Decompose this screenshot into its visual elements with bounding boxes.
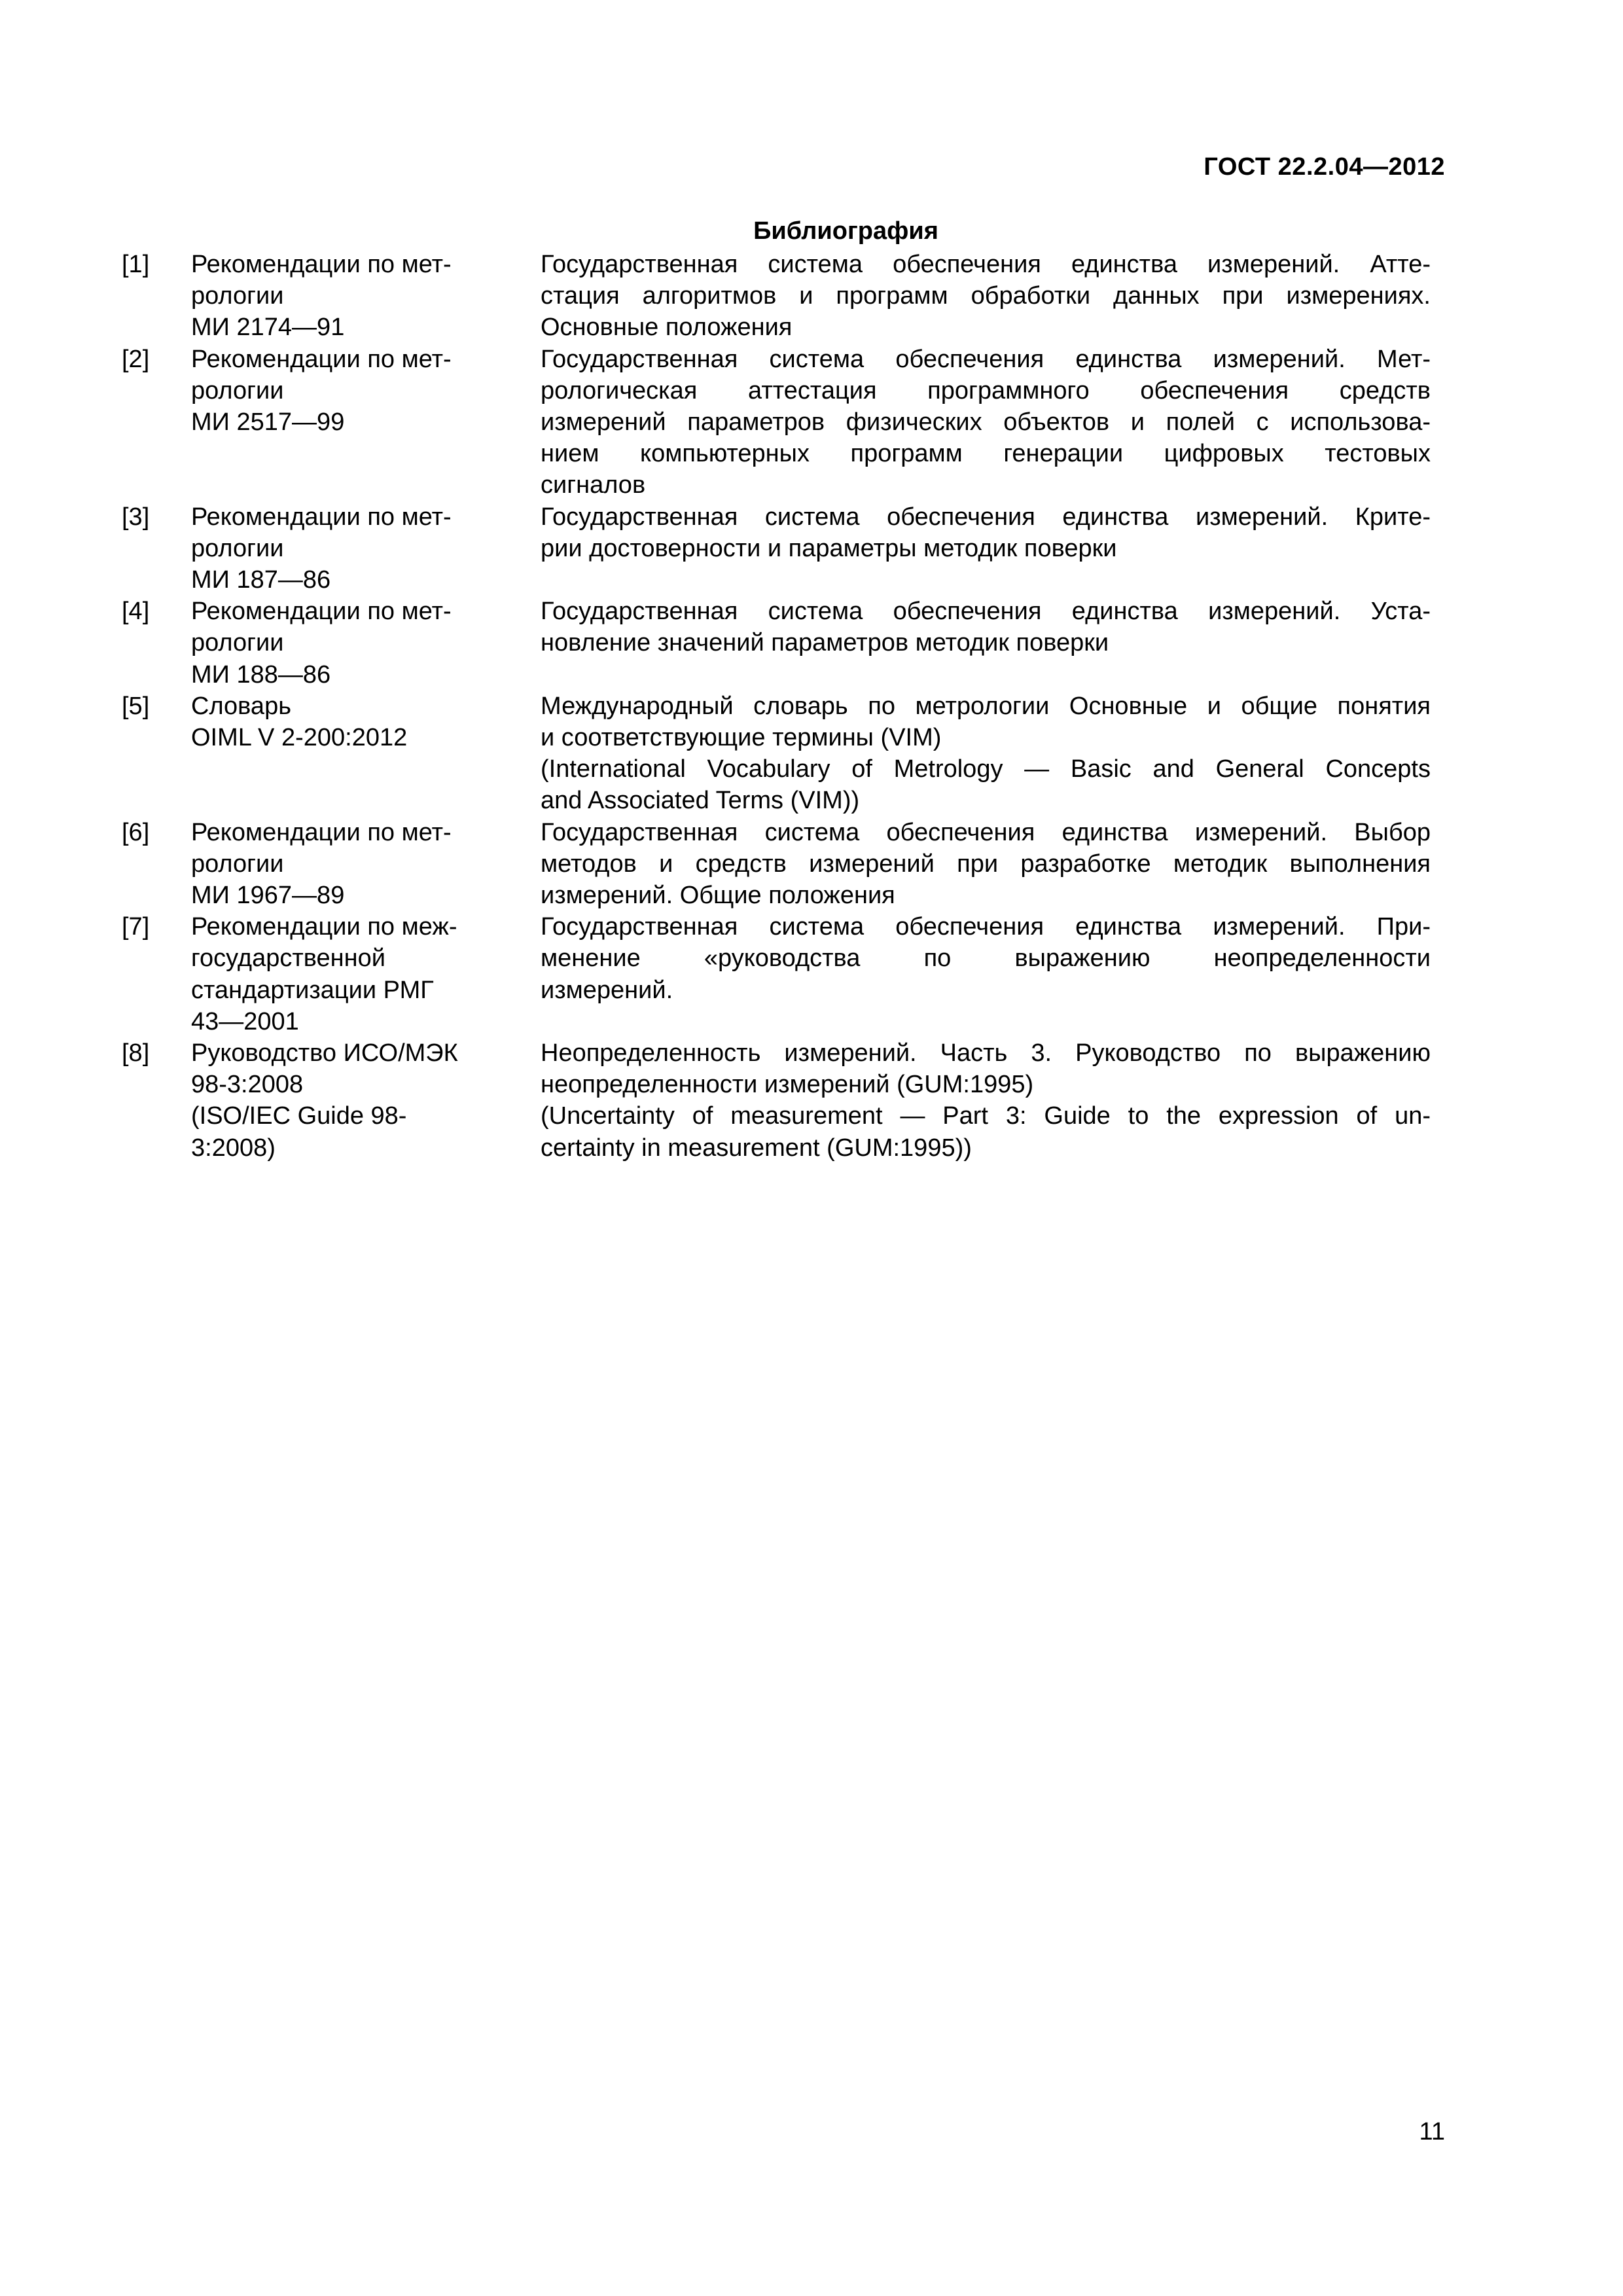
entry-description: [541, 344, 1431, 501]
entry-source-line: Рекомендации по мет-: [191, 818, 452, 846]
entry-description-translation-line: (Uncertainty of measurement — Part 3: Guide to the expression of un-: [541, 1102, 1431, 1130]
entry-description-line: Государственная система обеспечения единства измерений. При-: [541, 913, 1431, 941]
bibliography-list: [122, 249, 1431, 1164]
entry-description-line: Государственная система обеспечения единства измерений. Атте-: [541, 251, 1431, 278]
entry-source-line: 98-3:2008: [191, 1071, 304, 1099]
entry-description-line: Международный словарь по метрологии Основные и общие понятия: [541, 692, 1431, 720]
entry-description: [541, 249, 1431, 344]
entry-description-line: менение «руководства по выражению неопределенности: [541, 944, 1431, 973]
entry-description-line: рии достоверности и параметры методик поверки: [541, 534, 1117, 562]
entry-source-line: государственной: [191, 944, 385, 973]
entry-description-translation-line: (International Vocabulary of Metrology — Basic and General Concepts: [541, 755, 1431, 783]
entry-source-line: рологии: [191, 534, 284, 562]
entry-source-line: Рекомендации по мет-: [191, 345, 452, 373]
entry-source-line: рологии: [191, 376, 284, 404]
bibliography-entry: [122, 1037, 1431, 1164]
entry-number: [1]: [122, 251, 150, 278]
entry-number: [4]: [122, 598, 150, 626]
entry-source-line: стандартизации РМГ: [191, 976, 434, 1004]
entry-source-line: Словарь: [191, 692, 292, 720]
entry-source: [191, 596, 541, 691]
entry-description-line: новление значений параметров методик поверки: [541, 629, 1109, 657]
entry-source-line: МИ 188—86: [191, 660, 331, 689]
entry-number: [3]: [122, 503, 150, 531]
entry-source-line: OIML V 2-200:2012: [191, 724, 408, 752]
entry-description-line: Государственная система обеспечения единства измерений. Уста-: [541, 598, 1431, 626]
entry-source: [191, 344, 541, 439]
bibliography-entry: [122, 596, 1431, 691]
entry-source-line: 43—2001: [191, 1007, 299, 1035]
entry-description-line: неопределенности измерений (GUM:1995): [541, 1071, 1034, 1099]
entry-description-line: Основные положения: [541, 314, 793, 342]
bibliography-entry: [122, 691, 1431, 817]
entry-source-line: 3:2008): [191, 1134, 276, 1162]
bibliography-title: Библиография: [753, 217, 938, 245]
bibliography-entry: [122, 817, 1431, 912]
entry-description: [541, 596, 1431, 658]
entry-source-line: МИ 1967—89: [191, 882, 345, 910]
entry-source-line: Рекомендации по мет-: [191, 251, 452, 278]
entry-description: [541, 1037, 1431, 1164]
bibliography-entry: [122, 344, 1431, 501]
entry-description-translation-line: certainty in measurement (GUM:1995)): [541, 1134, 972, 1162]
document-code: ГОСТ 22.2.04—2012: [1204, 153, 1445, 181]
entry-source-line: Рекомендации по мет-: [191, 503, 452, 531]
entry-source: [191, 1037, 541, 1164]
entry-description-line: измерений. Общие положения: [541, 882, 895, 910]
entry-source: [191, 911, 541, 1037]
entry-description-line: сигналов: [541, 471, 646, 499]
entry-description-translation-line: and Associated Terms (VIM)): [541, 787, 860, 815]
bibliography-entry: [122, 249, 1431, 344]
entry-source: [191, 691, 541, 753]
entry-description-line: нием компьютерных программ генерации цифровых тестовых: [541, 440, 1431, 468]
bibliography-entry: [122, 501, 1431, 596]
entry-source: [191, 501, 541, 596]
entry-description-line: и соответствующие термины (VIM): [541, 724, 942, 752]
entry-description-line: методов и средств измерений при разработке методик выполнения: [541, 850, 1431, 878]
entry-description: [541, 817, 1431, 912]
entry-description-line: рологическая аттестация программного обеспечения средств: [541, 376, 1431, 404]
entry-description-line: Государственная система обеспечения единства измерений. Выбор: [541, 818, 1431, 846]
entry-description-line: стация алгоритмов и программ обработки данных при измерениях.: [541, 282, 1431, 310]
entry-description-line: Государственная система обеспечения единства измерений. Мет-: [541, 345, 1431, 373]
entry-source-line: Руководство ИСО/МЭК: [191, 1039, 458, 1067]
entry-source-line: Рекомендации по мет-: [191, 598, 452, 626]
entry-number: [6]: [122, 818, 150, 846]
page-number: 11: [1419, 2118, 1445, 2145]
entry-description-line: Неопределенность измерений. Часть 3. Руководство по выражению: [541, 1039, 1431, 1067]
entry-description-line: измерений параметров физических объектов и полей с использова-: [541, 408, 1431, 437]
entry-number: [8]: [122, 1039, 150, 1067]
entry-description: [541, 501, 1431, 564]
entry-source-line: рологии: [191, 850, 284, 878]
entry-source-line: МИ 187—86: [191, 566, 331, 594]
entry-source: [191, 817, 541, 912]
entry-source: [191, 249, 541, 344]
entry-description: [541, 691, 1431, 817]
entry-source-line: рологии: [191, 629, 284, 657]
entry-number: [5]: [122, 692, 150, 720]
entry-source-line: МИ 2174—91: [191, 314, 345, 342]
bibliography-entry: [122, 911, 1431, 1037]
entry-source-line: рологии: [191, 282, 284, 310]
bibliography-heading: [0, 217, 1623, 245]
entry-description: [541, 911, 1431, 1006]
entry-number: [7]: [122, 913, 150, 941]
entry-description-line: измерений.: [541, 976, 673, 1004]
entry-source-line: МИ 2517—99: [191, 408, 345, 437]
entry-number: [2]: [122, 345, 150, 373]
entry-description-line: Государственная система обеспечения единства измерений. Крите-: [541, 503, 1431, 531]
entry-source-line: (ISO/IEC Guide 98-: [191, 1102, 407, 1130]
entry-source-line: Рекомендации по меж-: [191, 913, 457, 941]
